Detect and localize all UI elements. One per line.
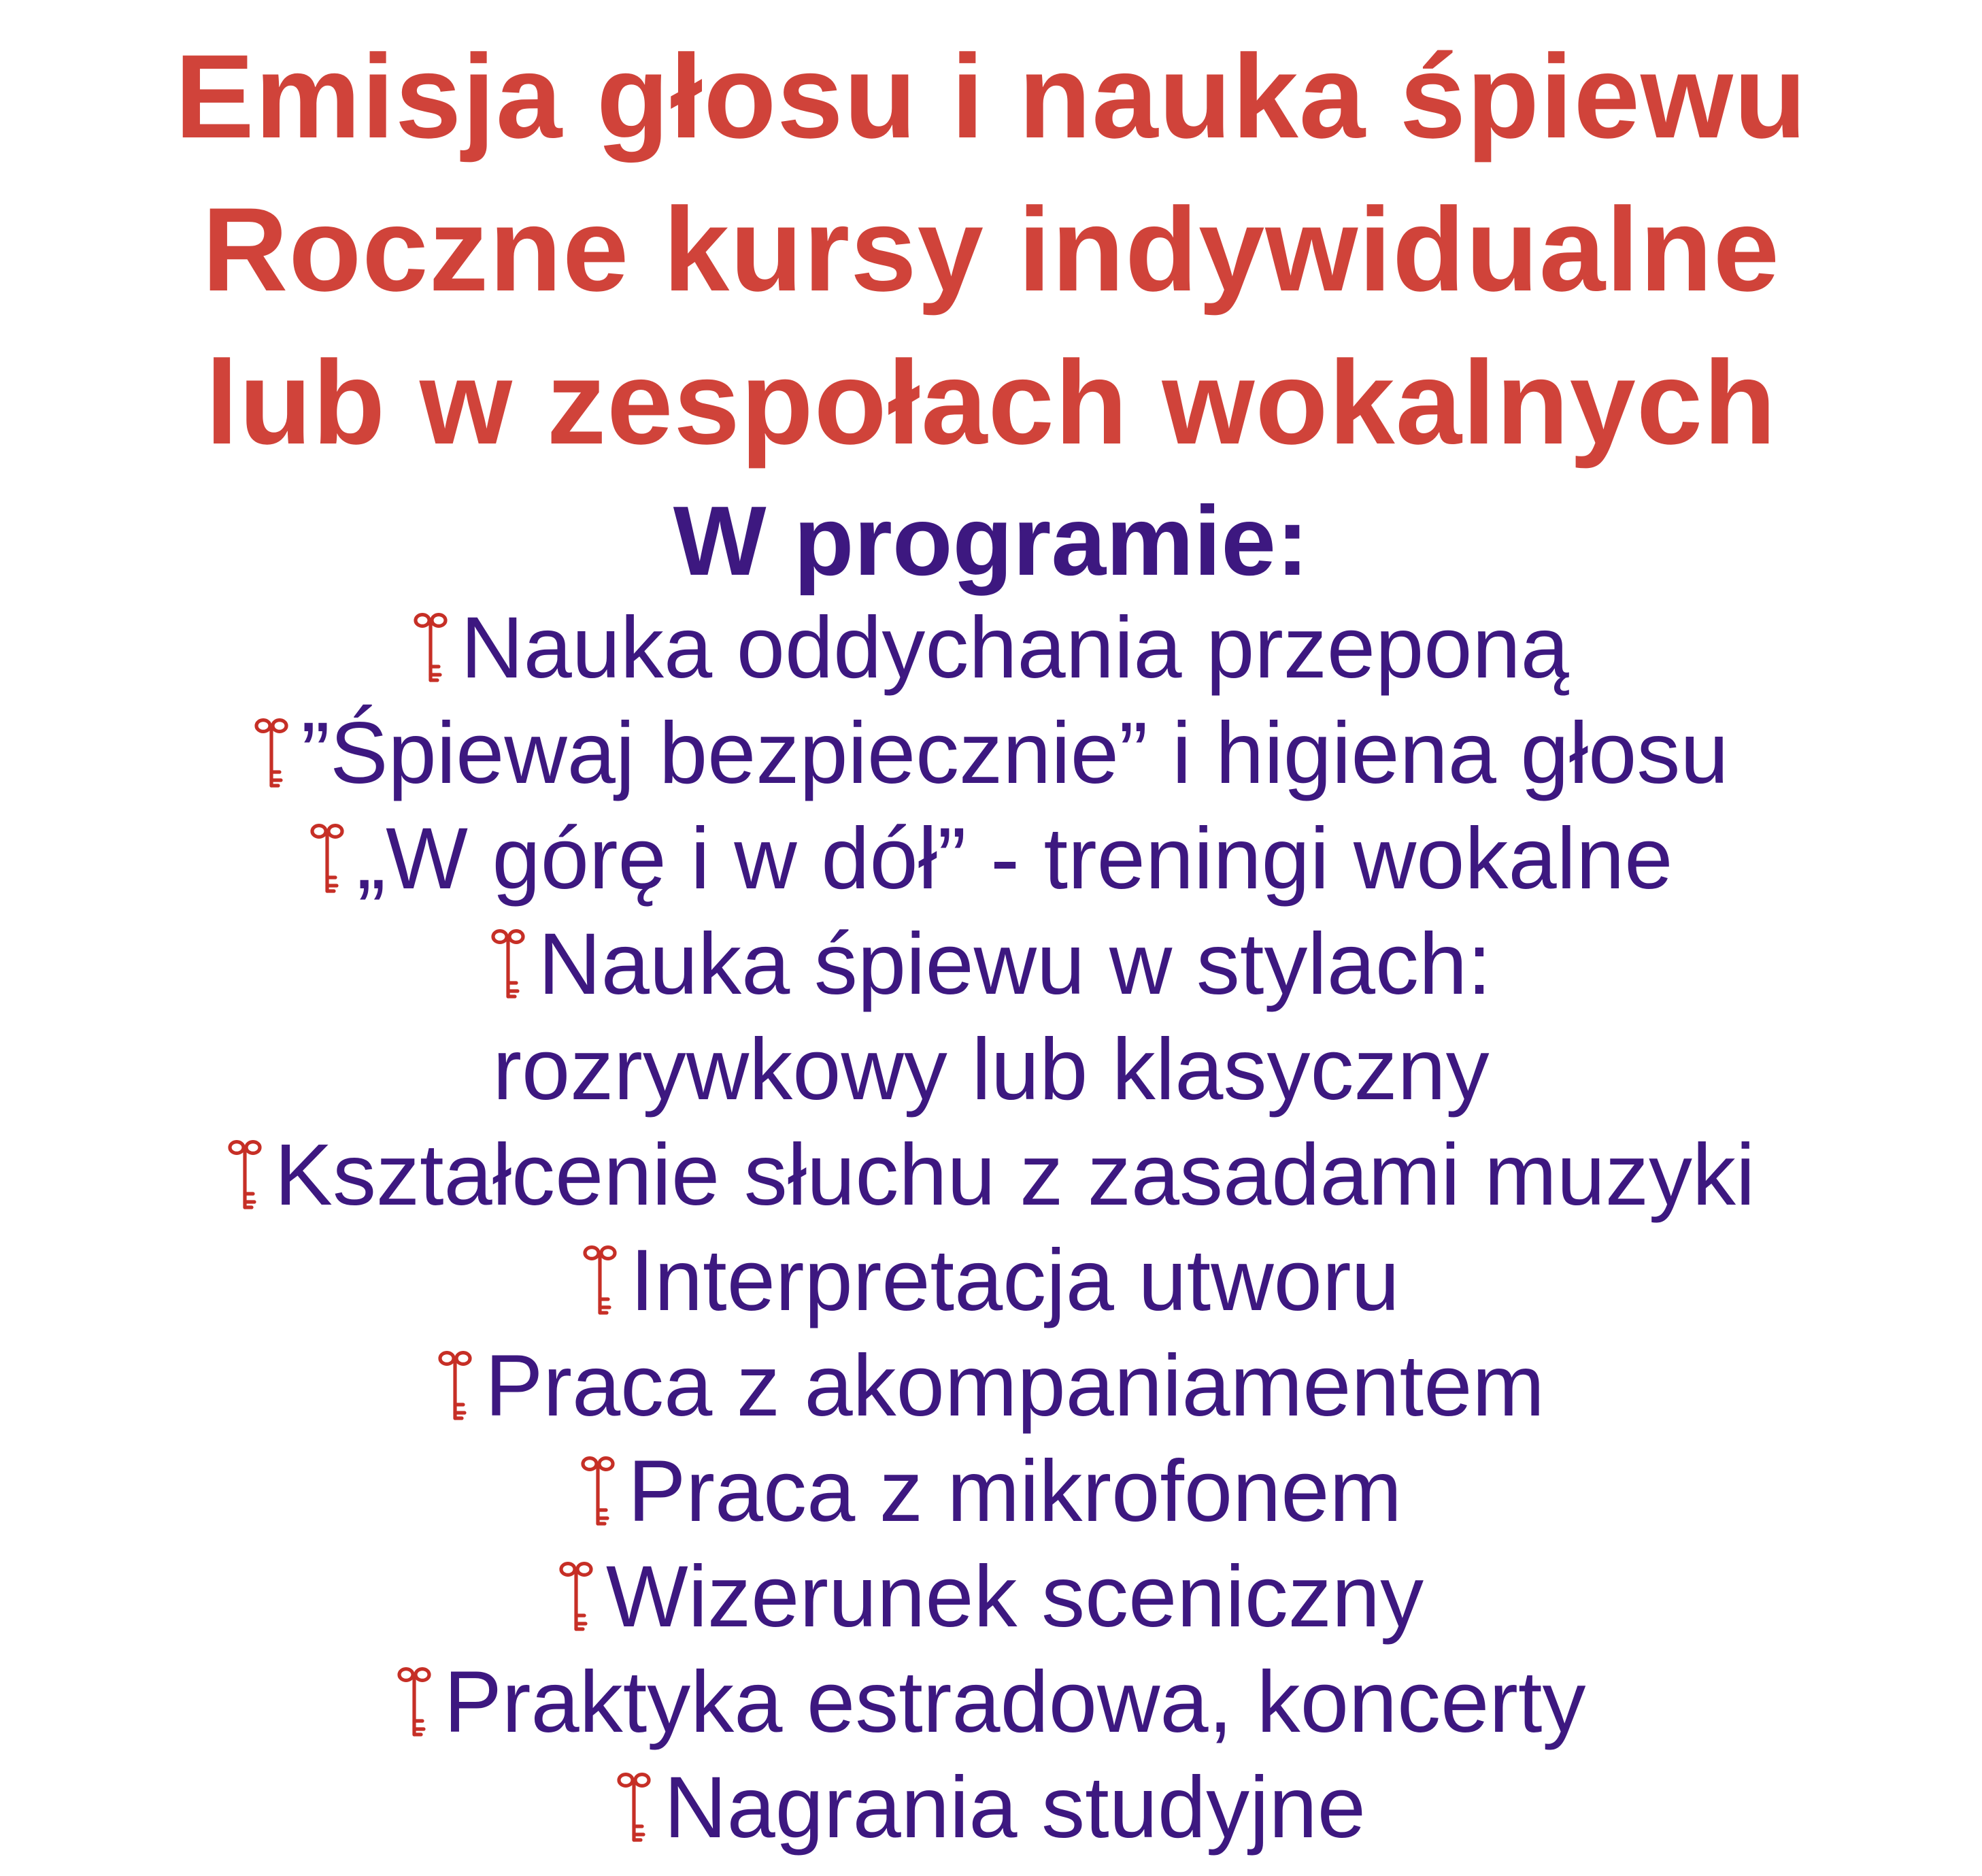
program-heading: W programie: bbox=[673, 486, 1309, 596]
key-icon bbox=[437, 1350, 473, 1425]
program-item-text: Praktyka estradowa, koncerty bbox=[443, 1654, 1586, 1751]
program-item-text: Kształcenie słuchu z zasadami muzyki bbox=[274, 1126, 1756, 1224]
key-icon bbox=[413, 612, 448, 687]
program-item-text: Interpretacja utworu bbox=[630, 1232, 1400, 1329]
program-item-text: ”Śpiewaj bezpiecznie” i higiena głosu bbox=[301, 705, 1729, 802]
program-item-text: „W górę i w dół” - treningi wokalne bbox=[356, 810, 1673, 907]
title-line-1: Emisja głosu i nauka śpiewu bbox=[175, 31, 1807, 163]
key-icon bbox=[616, 1772, 652, 1847]
key-icon bbox=[227, 1139, 263, 1214]
key-icon bbox=[582, 1245, 618, 1320]
key-icon bbox=[397, 1666, 432, 1741]
program-item bbox=[0, 595, 1982, 701]
program-item bbox=[0, 806, 1982, 911]
program-item-text: Nauka oddychania przeponą bbox=[460, 599, 1569, 697]
key-icon bbox=[309, 823, 345, 898]
program-item-text: Nauka śpiewu w stylach: bbox=[538, 916, 1492, 1013]
program-item bbox=[0, 1439, 1982, 1544]
program-item bbox=[0, 1755, 1982, 1860]
program-item bbox=[0, 911, 1982, 1122]
program-item-text: Nagrania studyjne bbox=[664, 1759, 1366, 1856]
key-icon bbox=[254, 718, 289, 792]
program-item-text: Wizerunek sceniczny bbox=[605, 1548, 1424, 1645]
program-item bbox=[0, 1544, 1982, 1649]
key-icon bbox=[490, 928, 526, 1003]
program-item bbox=[0, 1333, 1982, 1439]
program-item bbox=[0, 1649, 1982, 1755]
title-block bbox=[0, 20, 1982, 480]
program-item bbox=[0, 1228, 1982, 1333]
program-list bbox=[0, 595, 1982, 1860]
title-line-3: lub w zespołach wokalnych bbox=[205, 337, 1777, 469]
program-item-continuation: rozrywkowy lub klasyczny bbox=[492, 1021, 1490, 1118]
program-item-text: Praca z mikrofonem bbox=[627, 1443, 1402, 1540]
title-line-2: Roczne kursy indywidualne bbox=[202, 184, 1780, 316]
program-item bbox=[0, 1122, 1982, 1228]
key-icon bbox=[580, 1456, 616, 1530]
program-item bbox=[0, 701, 1982, 806]
program-item-text: Praca z akompaniamentem bbox=[484, 1337, 1545, 1435]
key-icon bbox=[558, 1561, 594, 1636]
